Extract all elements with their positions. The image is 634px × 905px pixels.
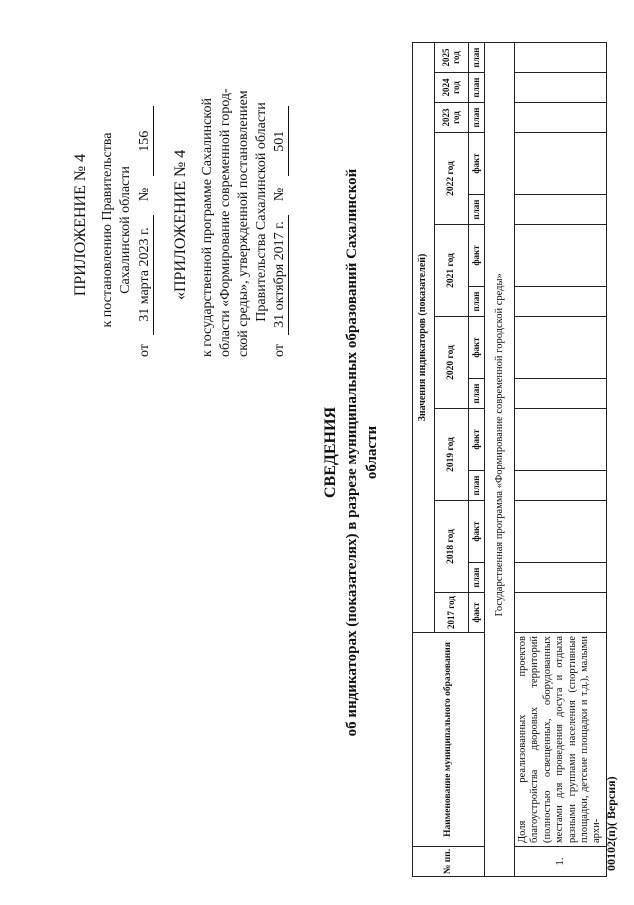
indicators-table	[412, 42, 607, 877]
header-year-2021: 2021 год	[435, 225, 469, 317]
row1-cell	[515, 73, 607, 103]
row1-name: Доля реализованных проектов благоустройства дворовых территорий (полностью освещенных, оборудованных местами для проведения досуга и отдыха разными группами населения (спортивные площадки, детские площадки и т.д.), малыми архи-	[515, 633, 607, 847]
header-2025-plan: план	[469, 43, 485, 73]
prior-appendix-date: 31 октября 2017 г.	[272, 215, 289, 335]
prior-appendix-line4: Правительства Сахалинской области	[254, 102, 269, 322]
header-year-2023: 2023 год	[435, 103, 469, 133]
row1-cell	[515, 317, 607, 379]
header-2024-plan: план	[469, 73, 485, 103]
prior-appendix-no-label: №	[272, 187, 287, 202]
footer-code: 00102(п)( Версия)	[604, 776, 618, 871]
header-2019-fact: факт	[469, 409, 485, 471]
appendix-no-label: №	[137, 187, 152, 202]
row1-cell	[515, 287, 607, 317]
prior-appendix-title: «ПРИЛОЖЕНИЕ № 4	[172, 149, 189, 300]
header-2022-fact: факт	[469, 133, 485, 195]
row1-cell	[515, 563, 607, 593]
appendix-date-line	[137, 106, 154, 357]
header-2018-plan: план	[469, 563, 485, 593]
header-year-2019: 2019 год	[435, 409, 469, 501]
header-year-2020: 2020 год	[435, 317, 469, 409]
section-row-num	[485, 847, 515, 877]
row1-cell	[515, 501, 607, 563]
document-subtitle-line1: об индикаторах (показателях) в разрезе муниципальных образований Сахалинской	[344, 168, 360, 737]
header-year-2022: 2022 год	[435, 133, 469, 225]
header-name: Наименование муниципального образования	[413, 633, 485, 847]
prior-appendix-from-label: от	[272, 344, 287, 357]
header-2017-fact: факт	[469, 593, 485, 633]
header-2022-plan: план	[469, 195, 485, 225]
header-values: Значения индикаторов (показателей)	[413, 43, 435, 633]
prior-appendix-date-line	[272, 106, 289, 357]
row1-cell	[515, 225, 607, 287]
document-subtitle-line2: области	[364, 425, 380, 480]
document-title: СВЕДЕНИЯ	[322, 406, 339, 499]
header-year-2017: 2017 год	[435, 593, 469, 633]
row1-num: 1.	[515, 847, 607, 877]
header-2019-plan: план	[469, 471, 485, 501]
row1-cell	[515, 103, 607, 133]
prior-appendix-line3: ской среды», утвержденной постановлением	[236, 90, 251, 357]
header-num: № пп.	[413, 847, 485, 877]
header-2018-fact: факт	[469, 501, 485, 563]
appendix-title: ПРИЛОЖЕНИЕ № 4	[72, 153, 89, 297]
header-year-2024: 2024 год	[435, 73, 469, 103]
appendix-date: 31 марта 2023 г.	[137, 215, 154, 335]
row1-cell	[515, 593, 607, 633]
appendix-line1: к постановлению Правительства	[100, 132, 115, 328]
row1-cell	[515, 195, 607, 225]
appendix-number: 156	[137, 106, 154, 176]
header-year-2025: 2025 год	[435, 43, 469, 73]
appendix-line2: Сахалинской области	[118, 166, 133, 294]
header-2020-plan: план	[469, 379, 485, 409]
section-row: Государственная программа «Формирование современной городской среды»	[485, 43, 515, 847]
prior-appendix-number: 501	[272, 106, 289, 176]
header-2021-plan: план	[469, 287, 485, 317]
header-2021-fact: факт	[469, 225, 485, 287]
appendix-from-label: от	[137, 344, 152, 357]
prior-appendix-line2: области «Формирование современной город-	[218, 88, 233, 357]
row1-cell	[515, 133, 607, 195]
row1-cell	[515, 409, 607, 471]
row1-cell	[515, 379, 607, 409]
header-2023-plan: план	[469, 103, 485, 133]
row1-cell	[515, 43, 607, 73]
prior-appendix-line1: к государственной программе Сахалинской	[200, 98, 215, 357]
header-2020-fact: факт	[469, 317, 485, 379]
header-year-2018: 2018 год	[435, 501, 469, 593]
row1-cell	[515, 471, 607, 501]
